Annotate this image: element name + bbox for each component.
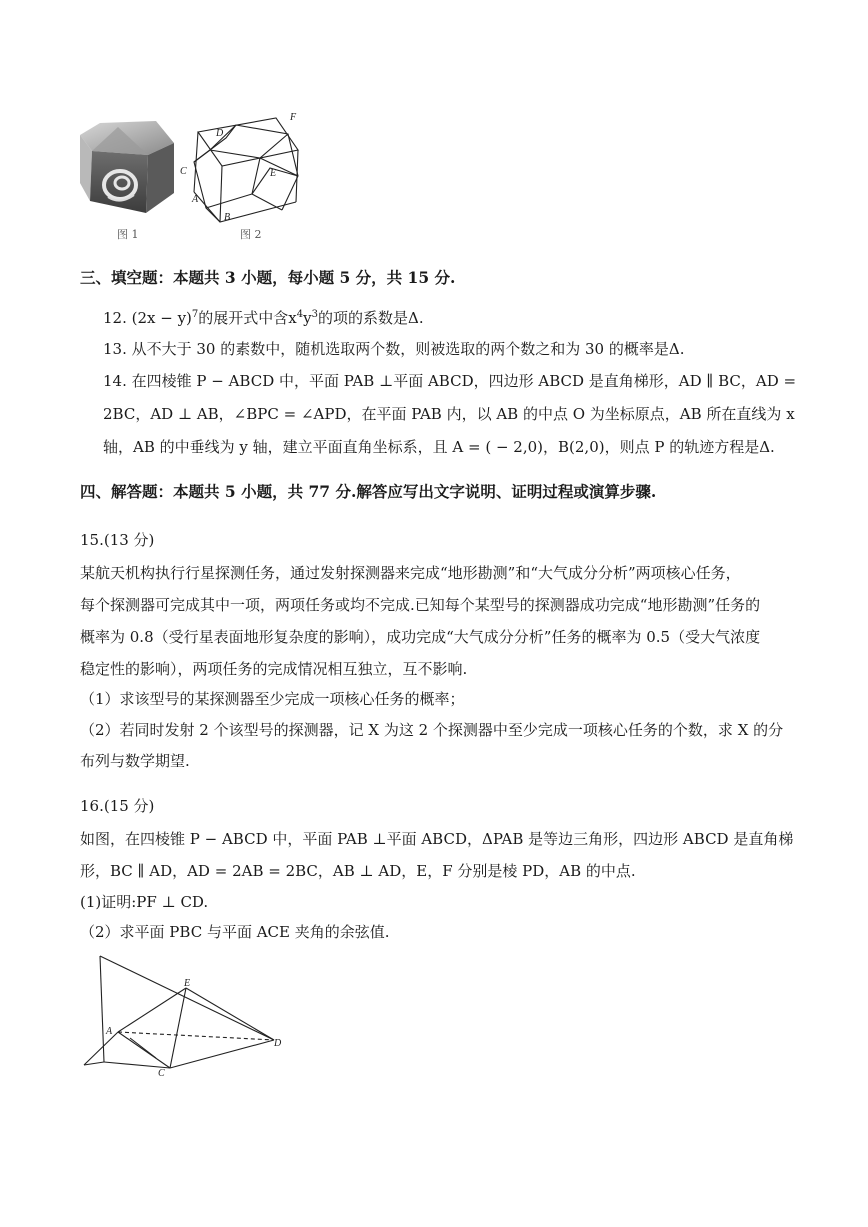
- question-15-line-3: 概率为 0.8（受行星表面地形复杂度的影响），成功完成“大气成分分析”任务的概率为 0.5（受大气浓度: [80, 628, 761, 646]
- question-14-line-1: 14. 在四棱锥 P − ABCD 中，平面 PAB ⊥平面 ABCD，四边形 ABCD 是直角梯形，AD ∥ BC，AD =: [103, 372, 797, 390]
- pyramid-label-e: E: [184, 978, 191, 989]
- q12-mid2: y: [303, 309, 312, 327]
- section-3-heading: 三、填空题：本题共 3 小题，每小题 5 分，共 15 分.: [80, 268, 456, 287]
- q12-mid: 的展开式中含x: [198, 309, 297, 327]
- question-13: 13. 从不大于 30 的素数中，随机选取两个数，则被选取的两个数之和为 30 的概率是Δ.: [103, 340, 685, 358]
- question-15-line-2: 每个探测器可完成其中一项，两项任务或均不完成.已知每个某型号的探测器成功完成“地形勘测”任务的: [80, 596, 761, 614]
- q12-prefix: 12. (2x − y): [103, 309, 192, 327]
- question-16-part-1: (1)证明:PF ⊥ CD.: [80, 893, 209, 911]
- q12-suffix: 的项的系数是Δ.: [318, 309, 424, 327]
- pyramid-label-d: D: [274, 1038, 282, 1049]
- figure-1-caption: 图 1: [117, 228, 139, 241]
- figure-2-polyhedron: [178, 110, 308, 226]
- q12-exp1: 7: [191, 309, 199, 320]
- question-14-line-3: 轴，AB 的中垂线为 y 轴，建立平面直角坐标系，且 A = ( − 2,0)，B(2,0)，则点 P 的轨迹方程是Δ.: [103, 438, 775, 456]
- question-12: [103, 308, 424, 328]
- pyramid-label-c: C: [158, 1068, 165, 1078]
- q12-exp2: 4: [296, 309, 304, 320]
- fig2-label-d: D: [216, 128, 224, 139]
- fig2-label-b: B: [224, 212, 231, 223]
- question-16-title: 16.(15 分): [80, 797, 155, 815]
- question-15-part-2-cont: 布列与数学期望.: [80, 752, 190, 770]
- question-15-line-1: 某航天机构执行行星探测任务，通过发射探测器来完成“地形勘测”和“大气成分分析”两项核心任务，: [80, 564, 741, 582]
- fig2-label-f: F: [290, 112, 297, 123]
- question-15-part-1: （1）求该型号的某探测器至少完成一项核心任务的概率；: [80, 690, 465, 708]
- pyramid-figure: [78, 950, 298, 1078]
- fig2-label-a: A: [192, 194, 199, 205]
- section-4-heading: 四、解答题：本题共 5 小题，共 77 分.解答应写出文字说明、证明过程或演算步骤.: [80, 482, 657, 501]
- fig2-label-e: E: [270, 168, 277, 179]
- pyramid-label-a: A: [106, 1026, 113, 1037]
- question-16-line-1: 如图，在四棱锥 P − ABCD 中，平面 PAB ⊥平面 ABCD，ΔPAB 是等边三角形，四边形 ABCD 是直角梯: [80, 830, 794, 848]
- fig2-label-c: C: [180, 166, 187, 177]
- question-15-title: 15.(13 分): [80, 531, 155, 549]
- question-14-line-2: 2BC，AD ⊥ AB，∠BPC = ∠APD，在平面 PAB 内，以 AB 的中点 O 为坐标原点，AB 所在直线为 x: [103, 405, 795, 423]
- figure-2-caption: 图 2: [240, 228, 262, 241]
- figure-1-photo: [78, 113, 178, 223]
- q12-exp3: 3: [311, 309, 318, 320]
- question-16-part-2: （2）求平面 PBC 与平面 ACE 夹角的余弦值.: [80, 923, 390, 941]
- question-15-part-2: （2）若同时发射 2 个该型号的探测器，记 X 为这 2 个探测器中至少完成一项核心任务的个数，求 X 的分: [80, 721, 784, 739]
- question-15-line-4: 稳定性的影响），两项任务的完成情况相互独立，互不影响.: [80, 660, 468, 678]
- question-16-line-2: 形，BC ∥ AD，AD = 2AB = 2BC，AB ⊥ AD，E，F 分别是棱 PD，AB 的中点.: [80, 862, 636, 880]
